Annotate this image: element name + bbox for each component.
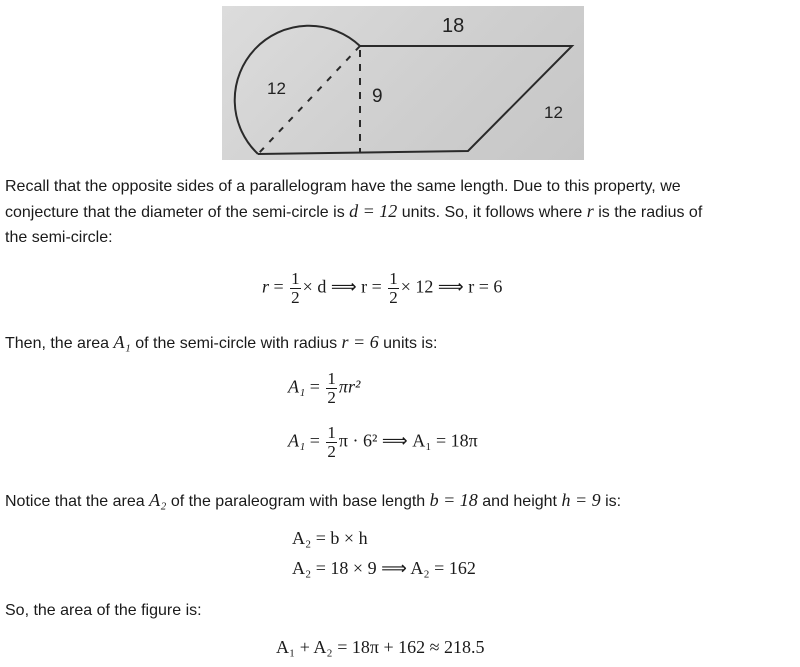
equation-radius: r = $\frac{1}{2}$ × d ⟹ r = $\frac{1}{2}$ × 12 ⟹ r = 6 [262, 269, 503, 307]
label-diameter: 12 [267, 79, 286, 98]
equation-total-area: A₁ + A₂ = 18π + 162 ≈ 218.5 [276, 637, 485, 657]
equation-area-parallelogram-value: A₂ = 18 × 9 ⟹ A₂ = 162 [292, 558, 476, 578]
label-height: 9 [372, 86, 383, 107]
parallelogram-outline [258, 46, 572, 154]
figure-diagram [222, 6, 584, 160]
label-side: 12 [544, 103, 563, 122]
equation-area-semicircle-value: A₁ = $\frac{1}{2}$ π · 6² ⟹ A₁ = 18π [288, 423, 478, 461]
equation-area-parallelogram-formula: A₂ = b × h [292, 528, 368, 548]
paragraph-2: Then, the area A₁ of the semi-circle with radius r = 6 units is: [5, 332, 438, 352]
paragraph-3: Notice that the area A₂ of the paraleogram with base length b = 18 and height h = 9 is: [5, 490, 622, 510]
semicircle-arc [235, 26, 360, 154]
figure-photo [222, 6, 584, 160]
paragraph-4: So, the area of the figure is: [5, 602, 202, 619]
diameter-dashed [258, 46, 360, 154]
paragraph-1: Recall that the opposite sides of a parallelogram have the same length. Due to this property, we conjecture that the diameter of the semi-circle is d = 12 units. So, it follows where r is the radius of the semi-circle: [5, 178, 703, 246]
equation-area-semicircle-formula: A₁ = $\frac{1}{2}$ πr² [288, 369, 361, 407]
label-top: 18 [442, 15, 465, 37]
